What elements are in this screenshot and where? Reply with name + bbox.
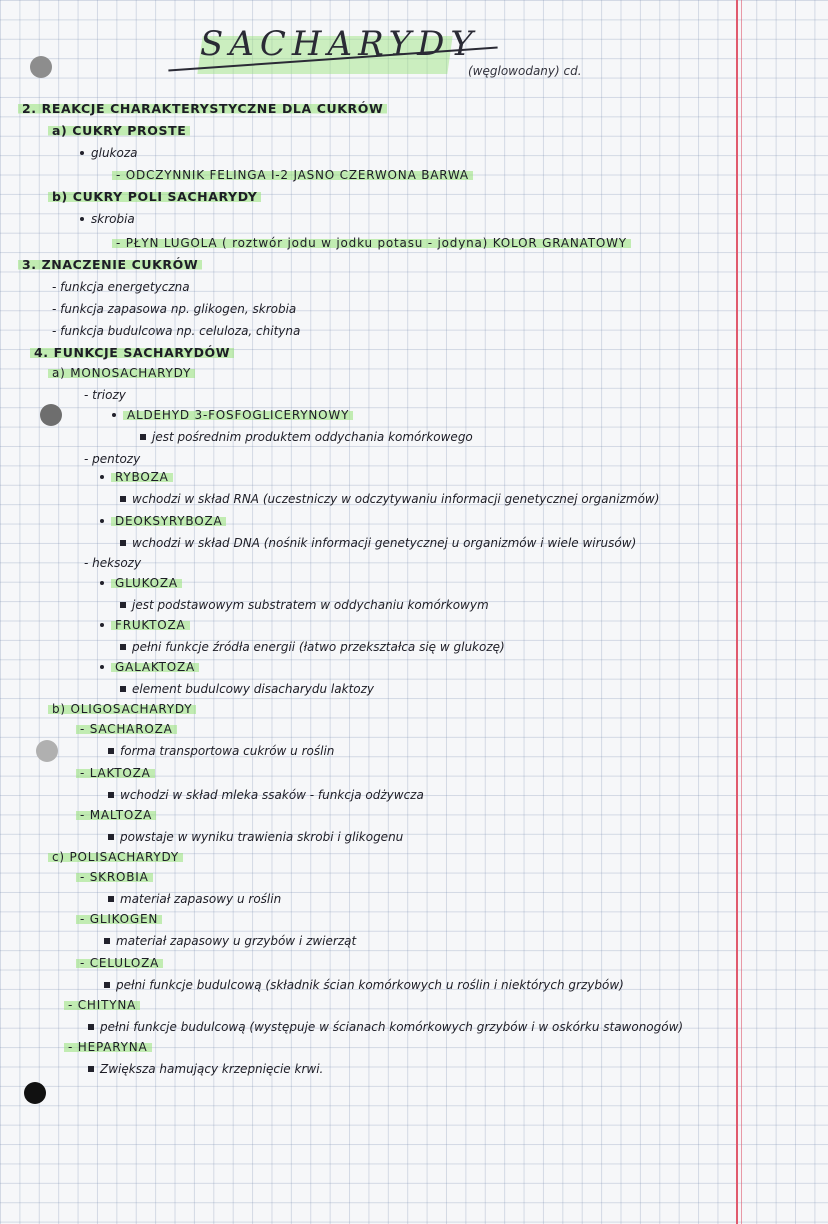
note-line — [88, 1062, 323, 1076]
note-line — [48, 124, 190, 138]
note-line — [52, 302, 296, 316]
square-bullet-icon — [108, 792, 114, 798]
dot-bullet-icon — [112, 413, 116, 417]
note-line — [52, 324, 300, 338]
page-subtitle: (węglowodany) cd. — [468, 64, 582, 78]
note-text: powstaje w wyniku trawienia skrobi i glikogenu — [120, 830, 404, 844]
note-line — [108, 788, 424, 802]
note-text: c) POLISACHARYDY — [48, 850, 183, 864]
square-bullet-icon — [120, 602, 126, 608]
note-line — [76, 956, 163, 970]
margin-line-secondary — [741, 0, 742, 1224]
square-bullet-icon — [108, 834, 114, 840]
note-text: skrobia — [91, 212, 135, 226]
square-bullet-icon — [104, 982, 110, 988]
dot-bullet-icon — [100, 519, 104, 523]
note-text: pełni funkcje budulcową (składnik ścian komórkowych u roślin i niektórych grzybów) — [116, 978, 624, 992]
note-text: - SKROBIA — [76, 870, 153, 884]
square-bullet-icon — [88, 1066, 94, 1072]
note-text: materiał zapasowy u roślin — [120, 892, 282, 906]
note-text: - MALTOZA — [76, 808, 156, 822]
note-text: GALAKTOZA — [111, 660, 199, 674]
note-line — [120, 598, 489, 612]
note-line — [76, 722, 177, 736]
square-bullet-icon — [140, 434, 146, 440]
note-text: glukoza — [91, 146, 138, 160]
note-text: ALDEHYD 3-FOSFOGLICERYNOWY — [123, 408, 353, 422]
note-line — [100, 618, 190, 632]
note-text: - PŁYN LUGOLA ( roztwór jodu w jodku potasu - jodyna) KOLOR GRANATOWY — [112, 236, 631, 250]
note-text: 3. ZNACZENIE CUKRÓW — [18, 257, 202, 272]
note-text: RYBOZA — [111, 470, 173, 484]
note-text: - GLIKOGEN — [76, 912, 162, 926]
page-title: SACHARYDY — [200, 24, 479, 64]
square-bullet-icon — [108, 748, 114, 754]
note-text: 2. REAKCJE CHARAKTERYSTYCZNE DLA CUKRÓW — [18, 101, 387, 116]
note-line — [76, 912, 162, 926]
note-line — [100, 576, 182, 590]
note-text: - pentozy — [84, 452, 141, 466]
note-line — [18, 102, 387, 116]
note-text: element budulcowy disacharydu laktozy — [132, 682, 375, 696]
note-line — [84, 452, 140, 466]
square-bullet-icon — [108, 896, 114, 902]
note-line — [80, 146, 138, 160]
square-bullet-icon — [120, 496, 126, 502]
note-line — [30, 346, 234, 360]
punch-hole — [30, 56, 52, 78]
note-text: - CHITYNA — [64, 998, 140, 1012]
note-line — [76, 766, 155, 780]
note-text: forma transportowa cukrów u roślin — [120, 744, 335, 758]
dot-bullet-icon — [80, 151, 84, 155]
note-text: Zwiększa hamujący krzepnięcie krwi. — [100, 1062, 324, 1076]
note-line — [48, 702, 196, 716]
punch-hole — [40, 404, 62, 426]
dot-bullet-icon — [100, 665, 104, 669]
note-line — [48, 366, 195, 380]
note-text: pełni funkcje budulcową (występuje w ścianach komórkowych grzybów i w oskórku stawonogów) — [100, 1020, 684, 1034]
note-text: b) OLIGOSACHARYDY — [48, 702, 196, 716]
note-line — [112, 168, 473, 182]
margin-line — [736, 0, 738, 1224]
note-text: materiał zapasowy u grzybów i zwierząt — [116, 934, 357, 948]
note-line — [108, 892, 281, 906]
note-text: - LAKTOZA — [76, 766, 155, 780]
note-text: - funkcja zapasowa np. glikogen, skrobia — [52, 302, 297, 316]
note-text: wchodzi w skład DNA (nośnik informacji genetycznej u organizmów i wiele wirusów) — [132, 536, 637, 550]
note-text: - funkcja budulcowa np. celuloza, chityna — [52, 324, 301, 338]
note-line — [64, 1040, 152, 1054]
note-line — [48, 190, 261, 204]
note-text: b) CUKRY POLI SACHARYDY — [48, 189, 261, 204]
note-line — [112, 236, 631, 250]
note-line — [88, 1020, 683, 1034]
square-bullet-icon — [120, 540, 126, 546]
note-line — [108, 744, 334, 758]
note-text: 4. FUNKCJE SACHARYDÓW — [30, 345, 234, 360]
note-line — [18, 258, 202, 272]
square-bullet-icon — [120, 686, 126, 692]
note-text: wchodzi w skład mleka ssaków - funkcja odżywcza — [120, 788, 424, 802]
note-text: a) CUKRY PROSTE — [48, 123, 190, 138]
note-line — [112, 408, 353, 422]
dot-bullet-icon — [80, 217, 84, 221]
note-text: pełni funkcje źródła energii (łatwo przekształca się w glukozę) — [132, 640, 505, 654]
note-line — [52, 280, 190, 294]
note-text: jest pośrednim produktem oddychania komórkowego — [152, 430, 473, 444]
note-line — [120, 682, 374, 696]
note-text: DEOKSYRYBOZA — [111, 514, 226, 528]
note-text: GLUKOZA — [111, 576, 182, 590]
note-line — [84, 556, 141, 570]
note-line — [120, 536, 636, 550]
note-line — [100, 660, 199, 674]
note-line — [100, 470, 173, 484]
note-line — [100, 514, 226, 528]
square-bullet-icon — [88, 1024, 94, 1030]
dot-bullet-icon — [100, 475, 104, 479]
note-text: FRUKTOZA — [111, 618, 190, 632]
punch-hole — [36, 740, 58, 762]
note-text: - heksozy — [84, 556, 142, 570]
note-line — [104, 934, 356, 948]
note-line — [80, 212, 135, 226]
note-line — [108, 830, 403, 844]
note-text: - ODCZYNNIK FELINGA I-2 JASNO CZERWONA BARWA — [112, 168, 473, 182]
note-line — [140, 430, 473, 444]
note-line — [104, 978, 624, 992]
note-text: - funkcja energetyczna — [52, 280, 190, 294]
note-text: wchodzi w skład RNA (uczestniczy w odczytywaniu informacji genetycznej organizmów) — [132, 492, 660, 506]
note-line — [48, 850, 183, 864]
square-bullet-icon — [104, 938, 110, 944]
note-line — [64, 998, 140, 1012]
dot-bullet-icon — [100, 623, 104, 627]
note-line — [120, 640, 505, 654]
note-line — [76, 870, 153, 884]
note-text: jest podstawowym substratem w oddychaniu komórkowym — [132, 598, 489, 612]
note-text: - CELULOZA — [76, 956, 163, 970]
note-line — [76, 808, 156, 822]
note-line — [84, 388, 126, 402]
square-bullet-icon — [120, 644, 126, 650]
note-text: - triozy — [84, 388, 126, 402]
note-text: - SACHAROZA — [76, 722, 177, 736]
note-text: - HEPARYNA — [64, 1040, 152, 1054]
punch-hole — [24, 1082, 46, 1104]
note-text: a) MONOSACHARYDY — [48, 366, 195, 380]
dot-bullet-icon — [100, 581, 104, 585]
note-line — [120, 492, 659, 506]
